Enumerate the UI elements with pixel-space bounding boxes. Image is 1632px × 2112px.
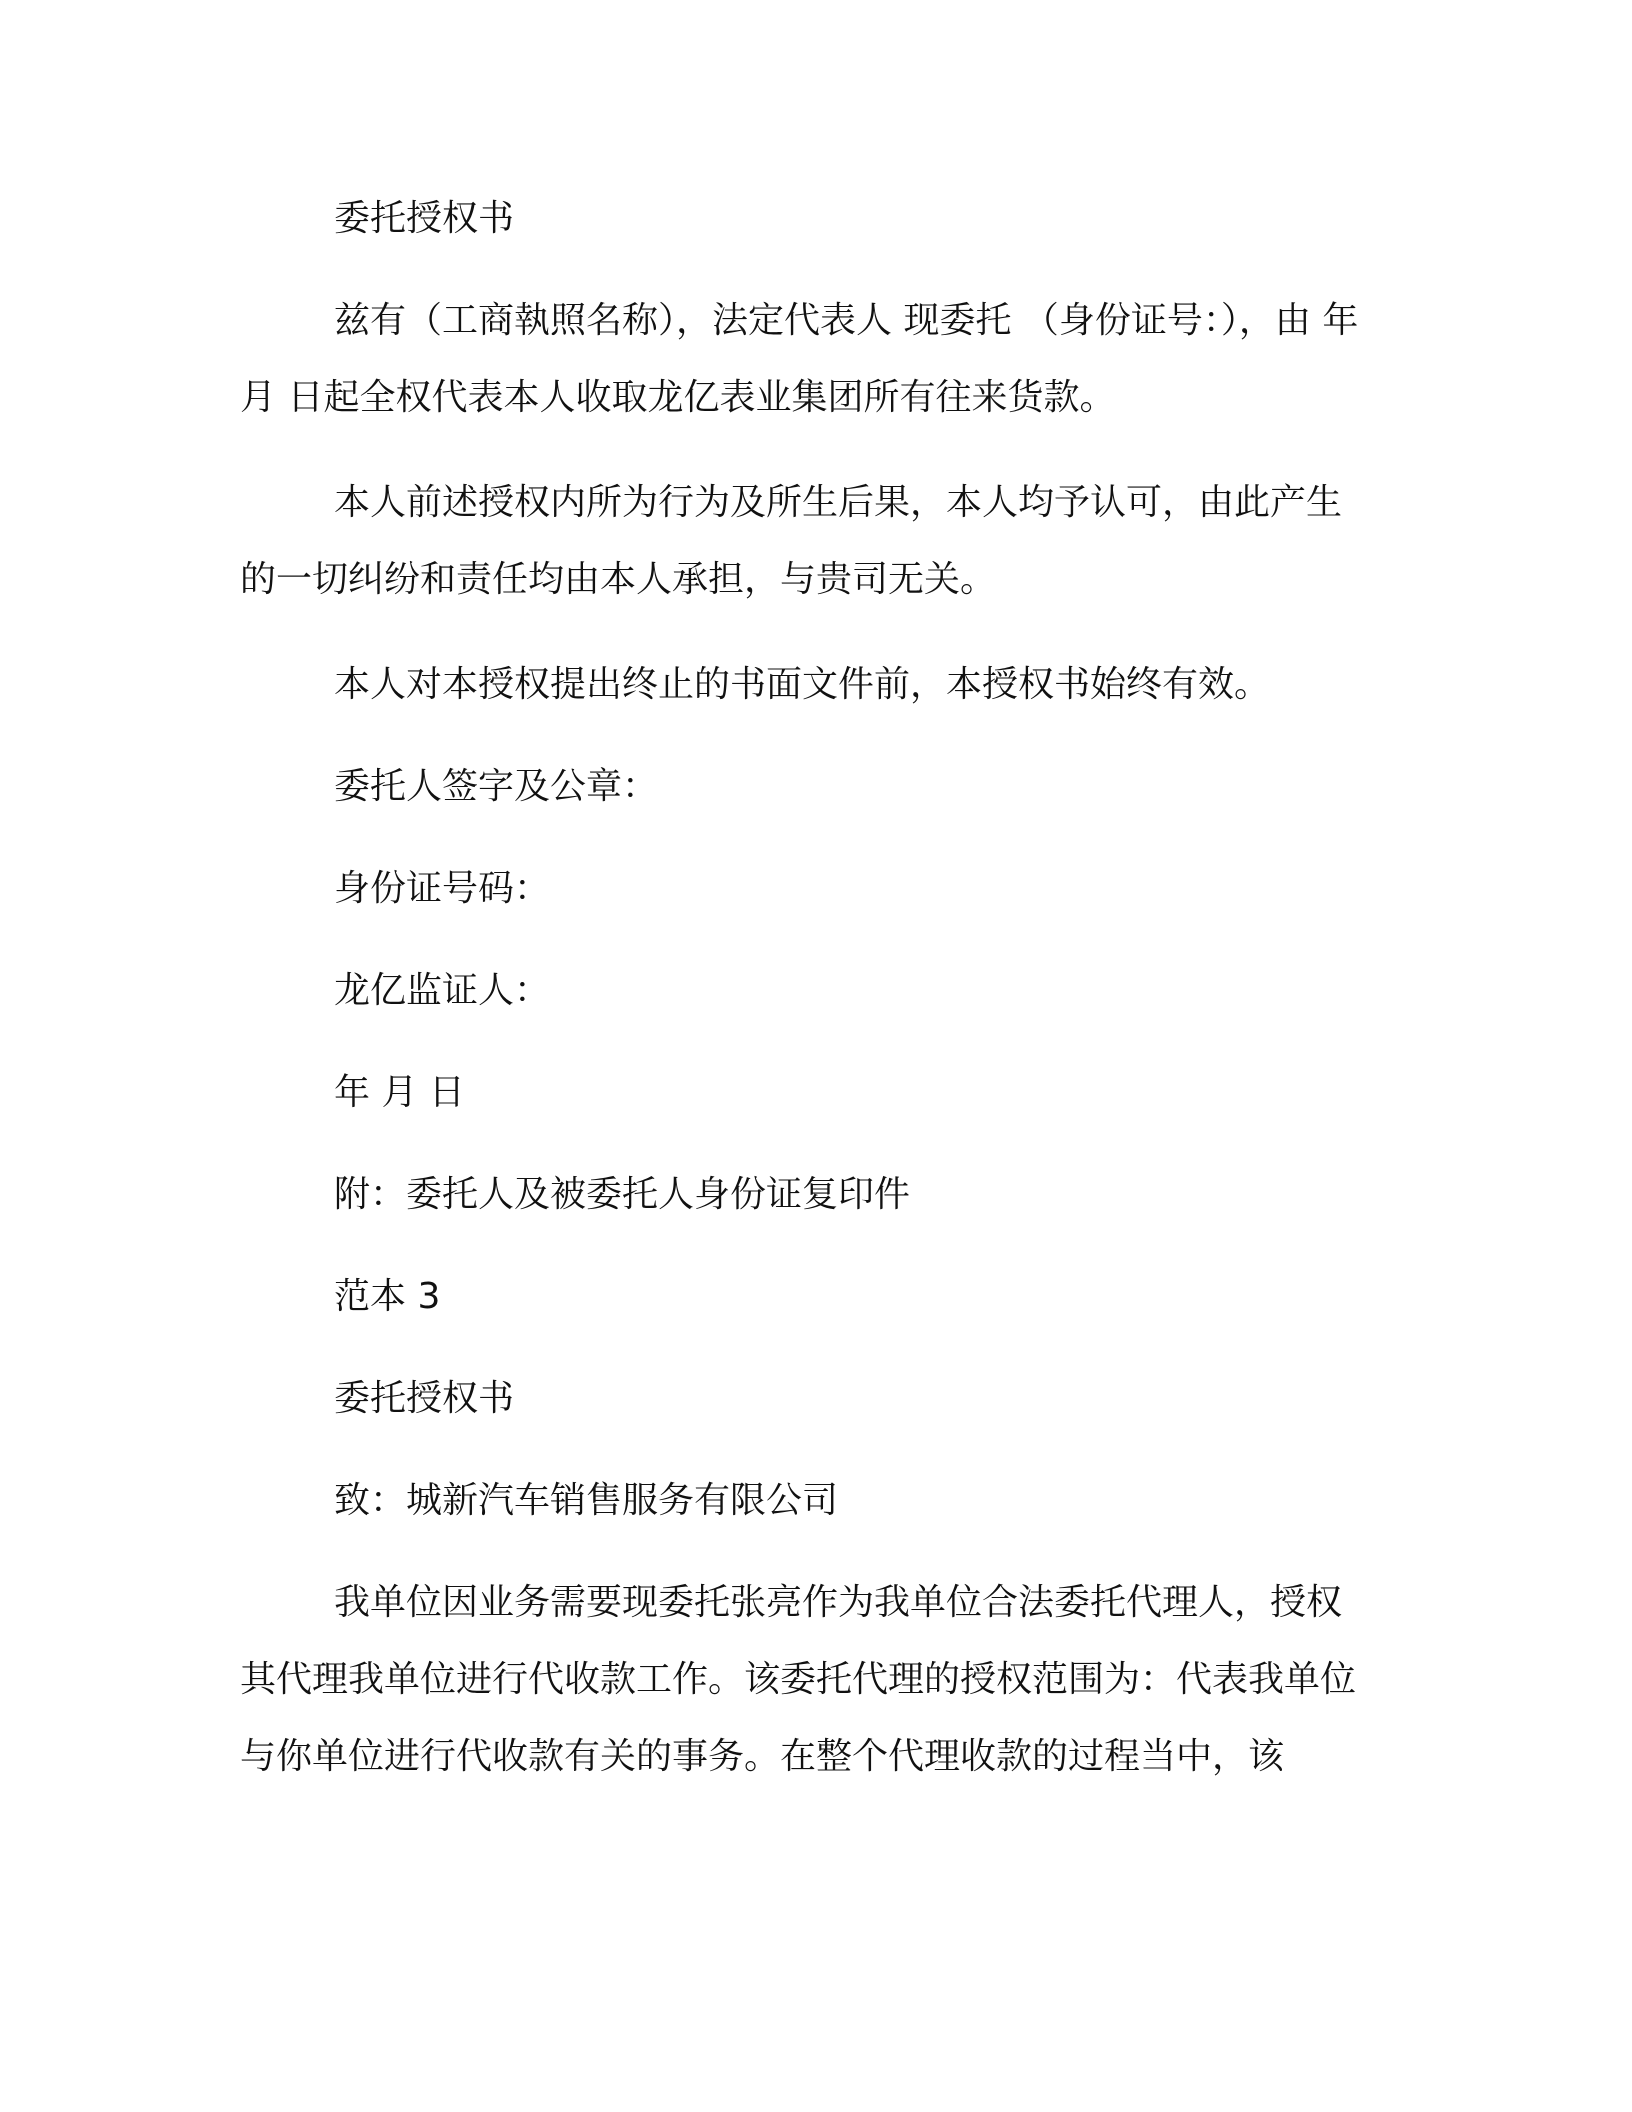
attachment-line: 附：委托人及被委托人身份证复印件	[334, 1174, 911, 1215]
date-line: 年 月 日	[334, 1072, 465, 1113]
doc-title-2: 委托授权书	[334, 1378, 515, 1419]
witness-line: 龙亿监证人：	[334, 970, 551, 1011]
paragraph-validity: 本人对本授权提出终止的书面文件前，本授权书始终有效。	[334, 664, 1271, 705]
doc-title: 委托授权书	[334, 198, 515, 239]
paragraph-authorization: 兹有（工商執照名称），法定代表人 现委托 （身份证号：），由 年 月 日起全权代表本人收取龙亿表业集团所有往来货款。	[240, 300, 1359, 418]
paragraph-delegation: 我单位因业务需要现委托张亮作为我单位合法委托代理人，授权其代理我单位进行代收款工作。该委托代理的授权范围为：代表我单位与你单位进行代收款有关的事务。在整个代理收款的过程当中，该	[240, 1582, 1357, 1777]
addressee-line: 致：城新汽车销售服务有限公司	[334, 1480, 839, 1521]
id-number-line: 身份证号码：	[334, 868, 551, 909]
paragraph-consequences: 本人前述授权内所为行为及所生后果，本人均予认可，由此产生的一切纠纷和责任均由本人承担，与贵司无关。	[240, 482, 1343, 600]
signature-line: 委托人签字及公章：	[334, 766, 659, 807]
sample-heading: 范本 3	[334, 1276, 441, 1317]
